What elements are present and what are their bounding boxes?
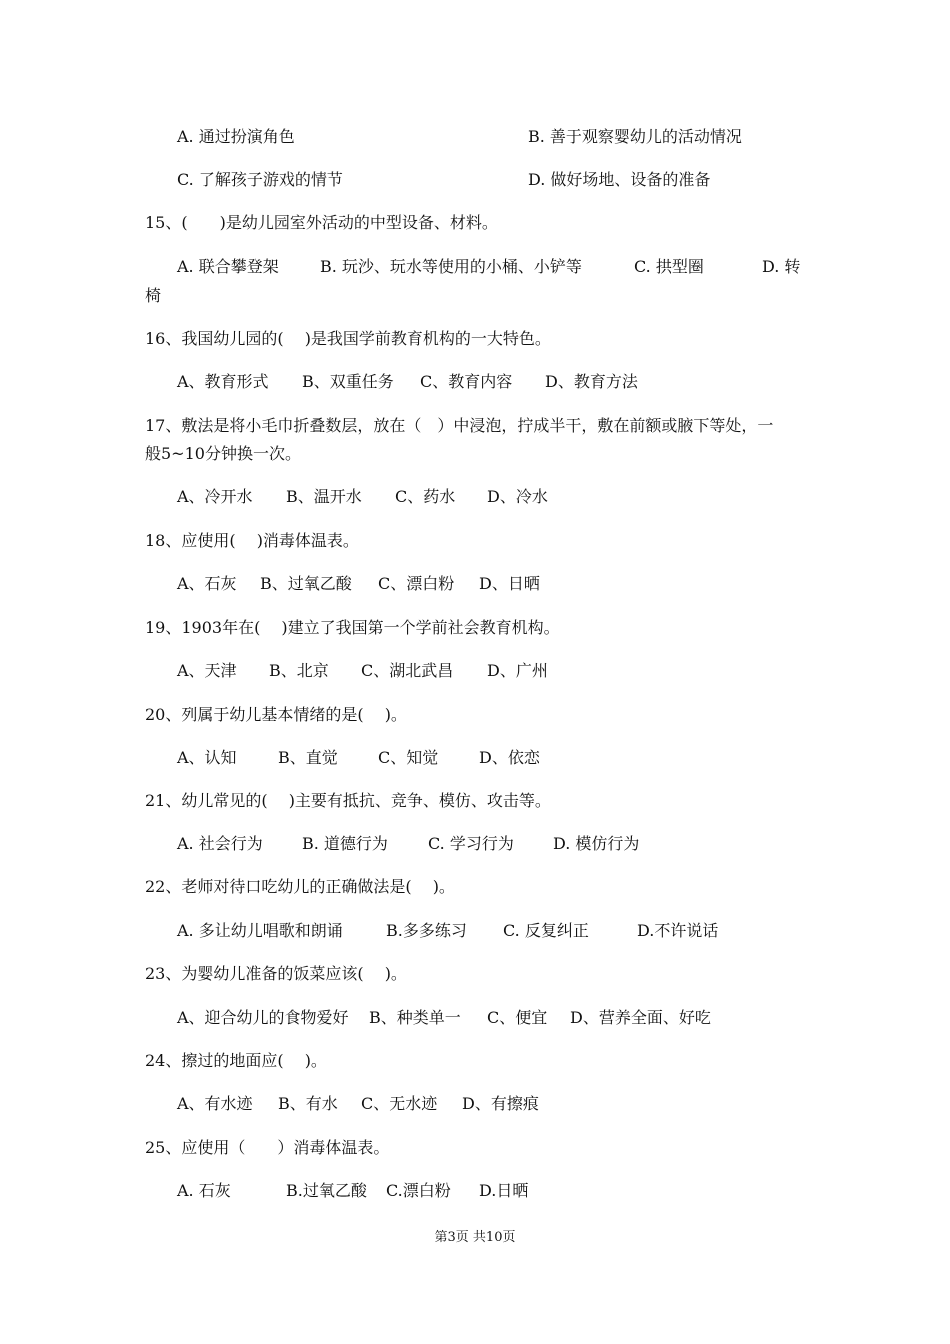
q16-stem: 16、我国幼儿园的( )是我国学前教育机构的一大特色。	[145, 329, 551, 348]
q25-option-c: C.漂白粉	[386, 1181, 451, 1200]
q19-options	[0, 661, 950, 681]
q15-option-a: A. 联合攀登架	[177, 257, 279, 276]
q17-stem-line2: 般5~10分钟换一次。	[145, 444, 301, 463]
q15-options	[0, 257, 950, 277]
q22-option-b: B.多多练习	[386, 921, 467, 940]
q25-option-a: A. 石灰	[177, 1181, 231, 1200]
q25-option-d: D.日晒	[479, 1181, 529, 1200]
q22-option-a: A. 多让幼儿唱歌和朗诵	[177, 921, 343, 940]
page-footer: 第3页 共10页	[434, 1230, 516, 1245]
q21-stem: 21、幼儿常见的( )主要有抵抗、竞争、模仿、攻击等。	[145, 791, 551, 810]
q17-option-b: B、温开水	[286, 487, 362, 506]
q14-options-row1	[0, 127, 950, 147]
q23-options	[0, 1008, 950, 1028]
q24-option-c: C、无水迹	[361, 1094, 438, 1113]
q16-option-b: B、双重任务	[302, 372, 394, 391]
q15-option-b: B. 玩沙、玩水等使用的小桶、小铲等	[320, 257, 582, 276]
q25-options	[0, 1181, 950, 1201]
q18-options	[0, 574, 950, 594]
q25-stem: 25、应使用（ ）消毒体温表。	[145, 1138, 390, 1157]
q18-stem: 18、应使用( )消毒体温表。	[145, 531, 359, 550]
q23-option-b: B、种类单一	[369, 1008, 461, 1027]
q19-option-c: C、湖北武昌	[361, 661, 454, 680]
q15-option-d-wrap: 椅	[145, 286, 162, 305]
q24-options	[0, 1094, 950, 1114]
q22-stem: 22、老师对待口吃幼儿的正确做法是( )。	[145, 877, 455, 896]
q18-option-b: B、过氧乙酸	[260, 574, 352, 593]
q21-option-b: B. 道德行为	[302, 834, 388, 853]
q16-option-d: D、教育方法	[545, 372, 638, 391]
q15-option-d: D. 转	[762, 257, 801, 276]
q24-option-a: A、有水迹	[177, 1094, 253, 1113]
q23-option-a: A、迎合幼儿的食物爱好	[177, 1008, 349, 1027]
q14-option-b: B. 善于观察婴幼儿的活动情况	[528, 127, 742, 146]
q14-option-d: D. 做好场地、设备的准备	[528, 170, 711, 189]
q16-options	[0, 372, 950, 392]
q21-options	[0, 834, 950, 854]
q14-option-c: C. 了解孩子游戏的情节	[177, 170, 343, 189]
q15-stem: 15、( )是幼儿园室外活动的中型设备、材料。	[145, 213, 498, 232]
q20-option-b: B、直觉	[278, 748, 338, 767]
q17-option-d: D、冷水	[487, 487, 548, 506]
q19-option-a: A、天津	[177, 661, 237, 680]
q21-option-a: A. 社会行为	[177, 834, 263, 853]
q19-option-d: D、广州	[487, 661, 548, 680]
q24-stem: 24、擦过的地面应( )。	[145, 1051, 327, 1070]
q19-stem: 19、1903年在( )建立了我国第一个学前社会教育机构。	[145, 618, 560, 637]
q23-stem: 23、为婴幼儿准备的饭菜应该( )。	[145, 964, 407, 983]
q17-stem-line1: 17、敷法是将小毛巾折叠数层，放在（ ）中浸泡，拧成半干，敷在前额或腋下等处，一	[145, 416, 774, 435]
q24-option-b: B、有水	[278, 1094, 338, 1113]
q18-option-a: A、石灰	[177, 574, 237, 593]
q18-option-c: C、漂白粉	[378, 574, 455, 593]
q20-stem: 20、列属于幼儿基本情绪的是( )。	[145, 705, 407, 724]
q14-options-row2	[0, 170, 950, 190]
q21-option-d: D. 模仿行为	[553, 834, 640, 853]
q14-option-a: A. 通过扮演角色	[177, 127, 295, 146]
q15-option-c: C. 拱型圈	[634, 257, 704, 276]
q22-option-c: C. 反复纠正	[503, 921, 589, 940]
q23-option-c: C、便宜	[487, 1008, 548, 1027]
q21-option-c: C. 学习行为	[428, 834, 514, 853]
q20-options	[0, 748, 950, 768]
q18-option-d: D、日晒	[479, 574, 540, 593]
q17-option-c: C、药水	[395, 487, 456, 506]
q17-options	[0, 487, 950, 507]
q25-option-b: B.过氧乙酸	[286, 1181, 367, 1200]
q16-option-a: A、教育形式	[177, 372, 269, 391]
q22-option-d: D.不许说话	[637, 921, 719, 940]
q20-option-c: C、知觉	[378, 748, 439, 767]
q16-option-c: C、教育内容	[420, 372, 513, 391]
q20-option-d: D、依恋	[479, 748, 540, 767]
q20-option-a: A、认知	[177, 748, 237, 767]
q17-option-a: A、冷开水	[177, 487, 253, 506]
q24-option-d: D、有擦痕	[462, 1094, 539, 1113]
q23-option-d: D、营养全面、好吃	[570, 1008, 711, 1027]
q22-options	[0, 921, 950, 941]
q19-option-b: B、北京	[269, 661, 329, 680]
